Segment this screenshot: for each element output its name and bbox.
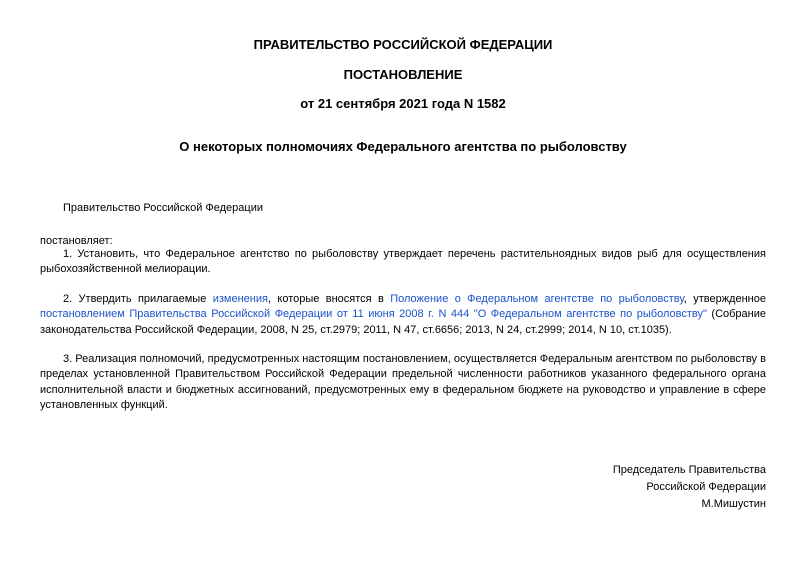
paragraph-2-mid: , которые вносятся в: [267, 293, 391, 305]
document-type-heading: ПОСТАНОВЛЕНИЕ: [343, 67, 463, 82]
document-date-number: от 21 сентября 2021 года N 1582: [300, 96, 506, 111]
signatory-position-line2: Российской Федерации: [646, 481, 766, 493]
changes-link[interactable]: изменения: [212, 293, 268, 305]
paragraph-3: 3. Реализация полномочий, предусмотренных настоящим постановлением, осуществляется Федеральным агентством по рыболовству в пределах установленной Правительством Российской Федерации предельной численности работников указанного федерального органа исполнительной власти и бюджетных ассигнований, предусмотренных ему в федеральном бюджете на руководство и управление в сфере установленных функций.: [40, 353, 766, 412]
paragraph-1: 1. Установить, что Федеральное агентство по рыболовству утверждает перечень растительноядных видов рыб для осуществления рыбохозяйственной мелиорации.: [40, 248, 766, 276]
document-title: О некоторых полномочиях Федерального агентства по рыболовству: [179, 139, 627, 154]
paragraph-2-mid2: , утвержденное: [683, 293, 766, 305]
government-heading: ПРАВИТЕЛЬСТВО РОССИЙСКОЙ ФЕДЕРАЦИИ: [253, 37, 553, 52]
issuer-line: Правительство Российской Федерации: [63, 202, 263, 214]
signatory-position-line1: Председатель Правительства: [612, 464, 766, 476]
signatory-name: М.Мишустин: [701, 498, 766, 510]
paragraph-2-start: 2. Утвердить прилагаемые: [63, 293, 213, 305]
paragraph-2-end: (Собрание законодательства Российской Федерации, 2008, N 25, ст.2979; 2011, N 47, ст.6656; 2013, N 24, ст.2999; 2014, N 10, ст.1035).: [40, 308, 767, 336]
resolution-link[interactable]: постановлением Правительства Российской Федерации от 11 июня 2008 г. N 444 "О Федеральном агентстве по рыболовству": [40, 308, 707, 321]
decides-line: постановляет:: [40, 235, 113, 247]
document-page: [40, 0, 766, 571]
paragraph-2: [40, 292, 766, 338]
regulation-link[interactable]: Положение о Федеральном агентстве по рыболовству: [390, 293, 684, 305]
